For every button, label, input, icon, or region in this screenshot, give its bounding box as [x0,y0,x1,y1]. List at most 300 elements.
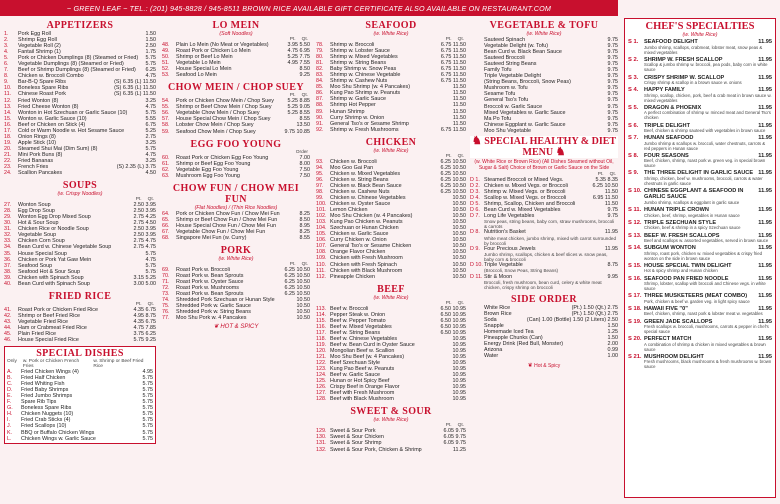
item-name: GREEN JADE SCALLOPS [644,318,713,325]
item-number: 92. [316,126,324,133]
item-price: 1.00 [607,353,618,360]
item-name: Vegetable Lo Mein [176,60,221,67]
chef-item-body [644,75,772,86]
item-price: 10.50 [296,297,310,304]
item-name: Seafood Soup [18,262,53,269]
item-price: 4.35 6.75 [133,306,156,313]
item-price: 5.75 [145,61,156,68]
item-price: 5.75 [145,268,156,275]
item-description: A perfect combination of shrimp w. minced meat and General Tso's chicken [644,110,771,121]
item-price: 5.25 8.85 [287,98,310,105]
item-price: 5.25 7.75 [287,54,310,61]
item-number: 1. [4,31,9,37]
item-price: 3.25 [145,139,156,146]
item-name: Energy Drink (Red Bull, Monster) [484,341,564,348]
item-name: Shrimp w. Cashew Nuts [330,78,388,85]
item-name: House Special Soup [18,250,67,257]
item-name: Vegetable Chow Mein / Chop Suey [176,110,260,117]
item-price: 11.95 [758,262,772,269]
item-number: 87. [316,96,324,103]
item-name: Steamed Shui Mai (Dim Sum) (8) [18,145,98,152]
column-header: Pt. [445,300,452,306]
chef-item-body [644,188,772,206]
item-number: 100. [316,201,327,208]
item-price: 4.95 8.75 [133,312,156,319]
fried-rice-list [4,307,156,343]
item-price: (S) 6.35 (L) 11.50 [114,79,156,86]
item-price: 5.75 [142,423,153,430]
chef-item [628,276,772,292]
item-price: 9.75 [607,91,618,98]
item-name: General Tso's Tofu [484,97,529,104]
menu-item [316,274,466,280]
sweet-sour-title: SWEET & SOUR [350,406,432,418]
item-price: 6.25 10.50 [592,182,618,189]
item-number: S 11. [628,207,642,214]
menu-item [470,128,618,134]
item-name: Kung Pao Shrimp w. Peanuts [330,90,401,97]
item-price: 6.25 10.50 [284,291,310,298]
chicken-subtitle: (w. White Rice) [373,147,409,154]
item-number: D. [7,387,13,394]
item-price: 8.75 [607,262,618,269]
item-number: 17. [4,127,12,134]
item-name: House Special Chow Fun / Chow Mei Fun [176,222,277,229]
item-number: 123. [316,366,327,373]
item-name: Beef or Shrimp Dumplings (8) (Steamed or Fried) [18,67,136,74]
item-name: Beef w. String Beans [330,329,381,336]
item-name: Bean Curd w. Mixed Vegetables [484,206,561,213]
healthy-note-6: Broccoli, fresh mushroom, bean curd, celery & white meat chicken, crispy shrimp on broccoli [484,279,602,290]
chow-fun-list [162,211,310,241]
item-price: 5.75 [142,375,153,382]
healthy-title-row [470,136,618,158]
chef-item [628,220,772,231]
chef-item [628,87,772,103]
item-number: 62. [162,166,170,173]
chef-item-body [644,319,772,335]
item-number: 93. [316,158,324,165]
item-number: 113. [316,305,327,312]
item-price: 5.25 9.05 [287,104,310,111]
chef-item [628,170,772,186]
seafood-list [316,42,466,133]
item-number: 42. [4,312,12,319]
column-header: Qt. [457,37,464,42]
chef-item [628,263,772,274]
item-price: 10.50 [452,267,466,274]
item-price: 6.25 10.50 [284,273,310,280]
item-number: 65. [162,216,170,223]
item-name: Shrimp Egg Roll [18,37,57,44]
item-name: Beef w. Mixed Vegetables [330,323,392,330]
item-number: 118. [316,335,327,342]
item-price: 6.25 [145,67,156,74]
item-number: 107. [316,243,327,250]
chef-item [628,153,772,169]
item-number: D 10. [470,262,483,269]
item-number: 43. [4,318,12,325]
item-name: Wonton in Hot Szechuan or Garlic Sauce (10) [18,109,128,116]
item-name: Bean Curd w. Black Bean Sauce [484,49,562,56]
item-price: 5.25 [145,127,156,134]
item-price: 8.95 [299,222,310,229]
item-name: Pineapple Chicken [330,273,375,280]
item-name: Pork or Chicken Chow Fun / Chow Mei Fun [176,210,280,217]
healthy-title: SPECIAL HEALTHY & DIET MENU [484,135,617,158]
item-number: 127. [316,390,327,397]
item-name: Vegetable Roll (2) [18,43,61,50]
item-price: 8.55 [299,116,310,123]
column-header: Pt. [289,261,296,267]
item-name: Fried Whiting Fish [21,381,65,388]
item-price: 9.75 [607,206,618,213]
item-price: 6.25 10.50 [284,266,310,273]
column-header: Qt. [301,93,308,99]
item-name: Fantail Shrimp (1) [18,49,61,56]
item-price: 10.50 [452,273,466,280]
soups-list [4,202,156,287]
item-price: 11.95 [758,305,772,312]
pepper-icon: ❦ [527,362,533,369]
item-name: Nutrition's Basket [484,229,526,236]
sweet-sour-list [316,428,466,452]
item-name: Moo Shu Beef (w. 4 Pancakes) [330,354,405,361]
special-dishes-title: SPECIAL DISHES [36,348,124,360]
item-price: 11.50 [452,84,466,91]
item-name: Roast Pork w. Bean Sprouts [176,273,244,280]
item-price: 9.75 [607,213,618,220]
item-price: 8.50 [299,216,310,223]
item-name: Beef or Chicken on Stick (4) [18,121,86,128]
item-name: Soda [484,317,497,324]
item-number: 13. [4,103,12,110]
chef-item-body [644,57,772,73]
item-price: (Can) 1.00 (Bottle) 1.50 (2 Liters) 2.50 [526,317,618,324]
item-name: CRISPY SHRIMP W. SCALLOP [644,74,725,81]
fried-rice-title: FRIED RICE [48,290,112,302]
item-price: 10.95 [452,347,466,354]
menu-item [4,281,156,287]
column-4 [470,20,618,504]
menu-item [470,229,618,235]
item-price: 11.95 [758,188,772,195]
item-number: S 10. [628,188,642,195]
item-price: 11.95 [604,245,618,252]
item-price: 2.75 [145,133,156,140]
item-name: Wonton Soup [18,202,51,209]
item-name: Beef w. Garlic Sauce [330,372,381,379]
item-name: Broccoli w. Garlic Sauce [484,103,543,110]
pork-list [162,267,310,321]
item-price: 8.50 [299,66,310,73]
item-price: 1.75 [145,49,156,56]
item-price: 6.25 10.50 [440,182,466,189]
chef-item-body [644,39,772,55]
item-name: CHINESE EGGPLANT & SEAFOOD IN GARLIC SAUCE [644,188,744,201]
item-number: S 7. [628,135,639,142]
item-price: 11.95 [758,318,772,325]
item-price: 11.95 [758,135,772,142]
item-price: 10.95 [452,335,466,342]
item-price: 5.75 [142,399,153,406]
item-name: Shrimp or Beef Lo Mein [176,54,233,61]
item-name: Vegetable Egg Foo Young [176,166,239,173]
item-name: Sesame Tofu [484,91,516,98]
item-name: Shrimp w. String Beans [330,60,387,67]
item-number: 63. [162,172,170,179]
item-number: 119. [316,341,327,348]
item-price: 4.35 6.75 [133,318,156,325]
item-price: 2.75 4.25 [133,214,156,221]
healthy-note-3: White meat chicken, jumbo shrimp, mixed with carrot surrounded by broccoli [484,235,616,246]
item-price: 6.25 10.50 [440,188,466,195]
chef-item [628,336,772,352]
item-price: 4.75 [145,73,156,80]
column-header: Qt. [147,197,154,203]
menu-item [162,315,310,321]
chicken-title: CHICKEN [365,136,417,148]
item-name: Ham or Crabmeat Fried Rice [18,324,87,331]
item-name: THREE MUSKETEERS (MEAT COMBO) [644,293,748,300]
chow-mein-title: CHOW MEIN / CHOP SUEY [167,82,304,94]
hot-spicy-note [162,323,310,330]
item-price: 7.00 [299,154,310,161]
column-header: Pt. [445,153,452,159]
item-name: Kung Pao Chicken w. Peanuts [330,219,403,226]
item-name: Roast Pork or Chicken Egg Foo Young [176,154,269,161]
item-name: Boneless Spare Ribs [18,85,69,92]
chef-item-body [644,207,772,218]
item-name: Bean Curd with Spinach Soup [18,280,90,287]
item-number: 3. [4,43,9,50]
item-description: Scallop & jumbo shrimp w. broccoli, pea pods, baby corn in white sauce [644,62,768,73]
item-price: 4.75 7.85 [133,324,156,331]
item-price: 8.25 [299,228,310,235]
item-number [470,353,484,359]
item-name: HUNAN TRIPLE CROWN [644,207,709,214]
item-price: 5.75 [142,417,153,424]
item-name: Shrimp Hot Pepper [330,102,376,109]
healthy-note-4: Jumbo shrimp, scallops, chicken & beef slices w. snow peas, baby corn & broccoli [484,251,608,263]
item-name: Beef w. Bean Curd in Oyster Sauce [330,341,415,348]
item-number: 128. [316,396,327,403]
item-number: 24. [4,170,12,177]
chef-item [628,245,772,261]
item-name: Spare Rib Tips [21,399,57,406]
item-description: Beef, chicken & shrimp sauteed with vegetables in brown sauce [644,127,766,133]
item-price: 5.75 [145,262,156,269]
item-price: 11.95 [758,74,772,81]
item-name: Ma Po Tofu [484,115,512,122]
item-name: Chicken w. Broccoli Combo [18,73,84,80]
healthy-note-5: (Broccoli, Snow Peas, String Beans) [484,268,559,274]
item-price: 11.50 [452,114,466,121]
item-price: 9.75 [607,73,618,80]
item-name: Moo Shu Chicken (w. 4 Pancakes) [330,213,413,220]
item-price: 5.55 [145,115,156,122]
item-price: 1.50 [607,335,618,342]
item-name: Cold or Warm Noodle w. Hot Sesame Sauce [18,127,125,134]
item-name: Long Life Vegetables [484,213,535,220]
item-price: 10.50 [452,201,466,208]
item-name: Chicken w. Black Bean Sauce [330,182,402,189]
item-number: 68. [162,234,170,241]
item-number: D 11. [470,273,483,280]
item-price: 11.95 [758,122,772,129]
item-number: 67. [162,228,170,235]
special-dishes-box [4,346,156,444]
chef-item [628,354,772,370]
item-number: H. [7,411,13,418]
item-number: 19. [4,139,12,146]
item-number: S 15. [628,262,642,269]
item-name: Vegetable Delight (w. Tofu) [484,43,549,50]
item-price: 10.50 [452,219,466,226]
item-price: 3.75 6.25 [133,330,156,337]
item-number: D 4. [470,194,480,201]
item-name: Four Precious Jewels [484,245,536,252]
item-number: 41. [4,306,12,313]
item-name: Water [484,353,499,360]
item-name: Curry Shrimp w. Onion [330,114,385,121]
item-name: Fried Wonton (8) [18,97,59,104]
item-price: 9.75 [607,67,618,74]
chef-item [628,105,772,121]
item-name: Roast Pork w. Bean Sprouts [176,291,244,298]
item-name: MUSHROOM DELIGHT [644,353,704,360]
item-price: 9.25 [299,72,310,79]
item-name: Egg Drop Soup [18,208,55,215]
item-name: Mushroom w. Tofu [484,85,528,92]
chef-item-body [644,263,772,274]
item-name: Seafood Lo Mein [176,72,217,79]
item-name: Moo Shu Vegetable [484,127,532,134]
item-price: 5.75 [142,411,153,418]
chef-specialties-panel [624,18,776,498]
item-price: 6.75 11.50 [440,78,466,85]
item-number: S 18. [628,305,642,312]
item-number: S 9. [628,170,639,177]
item-number: 34. [4,244,12,251]
dancer-icon: ♞ [471,134,482,147]
item-number: F. [7,399,12,406]
item-price: 11.95 [758,275,772,282]
item-name: Fried Baby Shrimps [21,387,69,394]
item-number: 121. [316,354,327,361]
item-price: 11.50 [604,188,618,195]
item-price: 11.95 [758,104,772,111]
chow-fun-subtitle: (Flat Noodles) / (Thin Rice Noodles) [194,204,278,211]
item-price: 10.50 [452,231,466,238]
column-header: Qt. [609,171,616,177]
item-number: 50. [162,54,170,61]
chef-item-body [644,170,772,186]
sweet-sour-subtitle: (w. White Rice) [373,417,409,424]
item-name: Seafood Chow Mein / Chop Suey [176,128,256,135]
item-name: Mixed Vegetables w. Garlic Sauce [484,109,566,116]
item-number: 7. [4,67,9,74]
item-price: (Pt.) 1.50 (Qt.) 2.75 [571,311,618,318]
item-number: D 2. [470,182,480,189]
item-price: 10.95 [452,354,466,361]
item-name: Vegetable Fried Rice [18,318,69,325]
item-name: Shrimp w. Mixed Vegetables [330,54,398,61]
chef-item-body [644,153,772,169]
item-price: 7.50 [299,166,310,173]
item-name: Onion Rings (8) [18,133,56,140]
chef-item-body [644,233,772,244]
item-name: French Fries [18,164,49,171]
item-name: Shredded Pork Szechuan or Hunan Style [176,297,275,304]
item-price: 6.75 11.50 [440,54,466,61]
menu-item [470,353,618,359]
item-price: 10.50 [452,243,466,250]
beef-title: BEEF [377,283,405,295]
item-price: 10.50 [452,237,466,244]
item-number: 57. [162,116,170,123]
item-price: 11.95 [758,232,772,239]
item-price: (S) 6.35 (L) 11.50 [114,85,156,92]
item-description: Chicken, beef & shrimp in a spicy Szechuan sauce [644,225,741,231]
item-name: Sauteed Broccoli [484,55,525,62]
item-price: 6.50 10.95 [440,311,466,318]
item-price: 9.75 [607,121,618,128]
item-number: 79. [316,48,324,55]
item-price: 3.15 5.25 [133,274,156,281]
item-name: Shrimp w. Mixed Vegs. or Broccoli [484,188,566,195]
item-number: 131. [316,440,327,447]
healthy-note-2: Snow peas, string beans, baby corn, straw mushrooms, broccoli & carrots [484,219,615,230]
item-name: Roast Pork w. Oyster Sauce [176,279,244,286]
item-price: 6.25 10.50 [440,176,466,183]
menu-item [162,235,310,241]
lo-mein-title: LO MEIN [212,20,260,31]
item-price: 2.75 4.50 [133,220,156,227]
item-price: 11.95 [758,170,772,177]
item-number: 55. [162,104,170,111]
item-name: Shrimp or Beef Egg Foo Young [176,160,251,167]
item-name: Moo Shu Shrimp (w. 4 Pancakes) [330,84,410,91]
lo-mein-subtitle: (Soft Noodles) [219,31,253,37]
item-name: Moo Shu Pork w. 4 Pancakes [176,315,247,322]
item-number: G. [7,405,13,412]
item-number: D 6. [470,206,480,213]
item-price: (S) 6.35 (L) 11.50 [114,91,156,98]
item-name: Chicken with Spinach Soup [18,274,84,281]
item-number: 52. [162,66,170,73]
item-number: D 9. [470,245,480,252]
item-price: 7.50 [299,172,310,179]
item-name: Shrimp or Beef Chow Mein / Chop Suey [176,104,272,111]
column-3 [316,20,466,504]
item-number: 90. [316,114,324,121]
menu-item [316,447,466,453]
item-number: 132. [316,446,327,453]
chef-item [628,306,772,317]
item-name: SUBGUM WONTON [644,245,696,252]
chef-item-header [644,188,772,201]
item-description: Fresh mushrooms, black mushrooms & fresh mushrooms w. brown sauce [644,359,772,370]
column-header: Qt. [457,300,464,306]
item-price: 6.05 9.75 [443,434,466,441]
chef-item-body [644,87,772,103]
item-name: Beef Szechuan Style [330,360,381,367]
item-number: B. [7,375,13,382]
item-name: House Special Chow Mein / Chop Suey [176,116,271,123]
item-price: 5.25 8.55 [287,110,310,117]
pork-title: PORK [220,244,252,256]
